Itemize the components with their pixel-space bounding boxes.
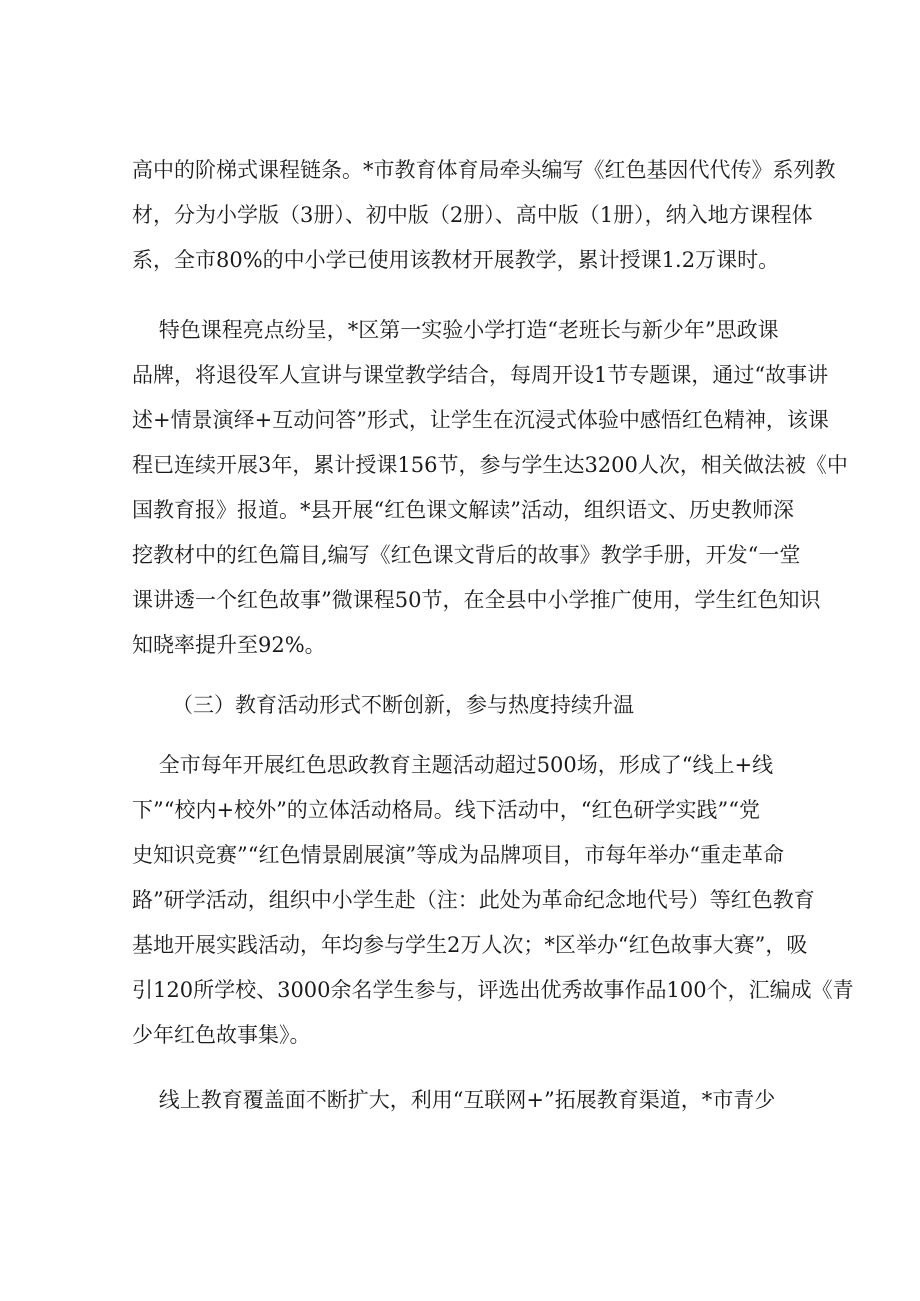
paragraph-1-line-2: 材，分为小学版（3册）、初中版（2册）、高中版（1册），纳入地方课程体 <box>132 203 813 227</box>
paragraph-2-line-5: 国教育报》报道。*县开展“红色课文解读”活动，组织语文、历史教师深 <box>132 498 794 522</box>
paragraph-2-line-1: 特色课程亮点纷呈，*区第一实验小学打造“老班长与新少年”思政课 <box>132 318 779 342</box>
paragraph-3-line-6: 引120所学校、3000余名学生参与，评选出优秀故事作品100个，汇编成《青 <box>132 978 854 1002</box>
paragraph-2-line-4: 程已连续开展3年，累计授课156节，参与学生达3200人次，相关做法被《中 <box>132 453 848 477</box>
paragraph-3-line-7: 少年红色故事集》。 <box>132 1023 311 1047</box>
paragraph-3-line-4: 路”研学活动，组织中小学生赴（注：此处为革命纪念地代号）等红色教育 <box>132 888 815 912</box>
paragraph-2-line-6: 挖教材中的红色篇目,编写《红色课文背后的故事》教学手册，开发“一堂 <box>132 543 801 567</box>
paragraph-3-line-2: 下”“校内+校外”的立体活动格局。线下活动中，“红色研学实践”“党 <box>132 798 761 822</box>
paragraph-2-line-2: 品牌，将退役军人宣讲与课堂教学结合，每周开设1节专题课，通过“故事讲 <box>132 363 829 387</box>
paragraph-1-line-1: 高中的阶梯式课程链条。*市教育体育局牵头编写《红色基因代代传》系列教 <box>132 158 836 182</box>
paragraph-3-line-5: 基地开展实践活动，年均参与学生2万人次；*区举办“红色故事大赛”，吸 <box>132 933 808 957</box>
paragraph-1-line-3: 系，全市80%的中小学已使用该教材开展教学，累计授课1.2万课时。 <box>132 248 780 272</box>
paragraph-2-line-3: 述+情景演绎+互动问答”形式，让学生在沉浸式体验中感悟红色精神，该课 <box>132 408 829 432</box>
paragraph-3-line-3: 史知识竞赛”“红色情景剧展演”等成为品牌项目，市每年举办“重走革命 <box>132 843 784 867</box>
paragraph-3-line-1: 全市每年开展红色思政教育主题活动超过500场，形成了“线上+线 <box>132 753 774 777</box>
paragraph-2-line-8: 知晓率提升至92%。 <box>132 633 326 657</box>
paragraph-2-line-7: 课讲透一个红色故事”微课程50节，在全县中小学推广使用，学生红色知识 <box>132 588 821 612</box>
section-heading-3: （三）教育活动形式不断创新，参与热度持续升温 <box>132 693 635 717</box>
paragraph-4-line-1: 线上教育覆盖面不断扩大，利用“互联网+”拓展教育渠道，*市青少 <box>132 1088 776 1112</box>
